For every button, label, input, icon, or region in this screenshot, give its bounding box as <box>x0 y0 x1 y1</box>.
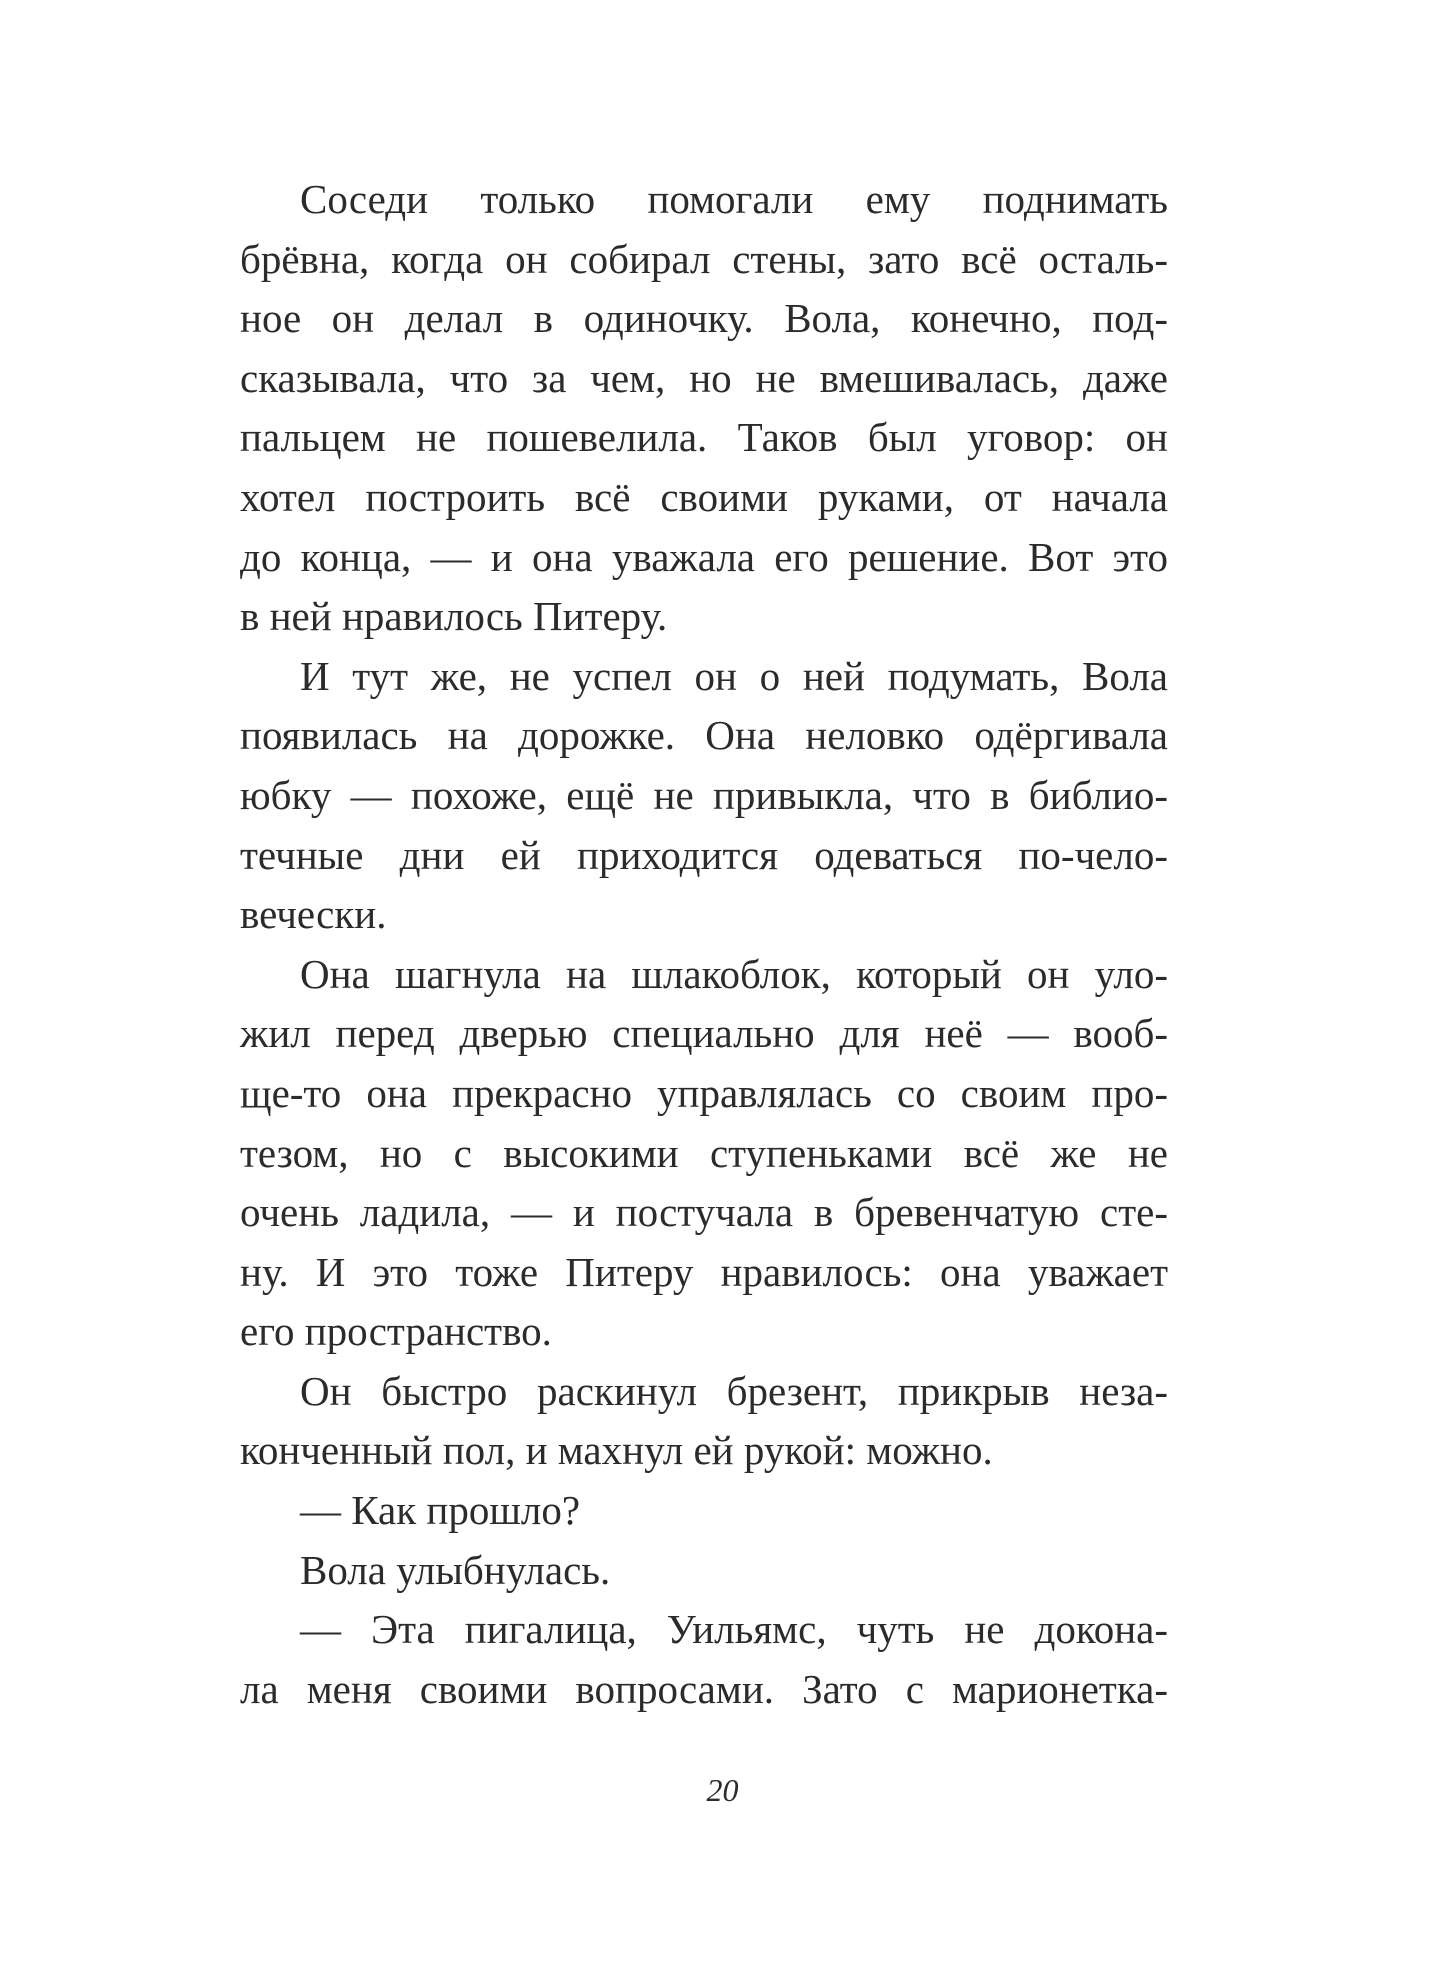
paragraph <box>240 1362 1168 1481</box>
text-line: — Эта пигалица, Уильямс, чуть не докона- <box>300 1606 1168 1653</box>
text-line: в ней нравилось Питеру. <box>240 593 668 640</box>
text-line: юбку — похоже, ещё не привыкла, что в библио- <box>240 771 1168 818</box>
text-line: очень ладила, — и постучала в бревенчатую сте- <box>240 1189 1168 1236</box>
text-line: течные дни ей приходится одеваться по-чело- <box>240 831 1168 878</box>
paragraph <box>240 647 1168 945</box>
text-line: брёвна, когда он собирал стены, зато всё осталь- <box>240 235 1168 282</box>
text-line: ще-то она прекрасно управлялась со своим про- <box>240 1069 1168 1116</box>
text-line: ну. И это тоже Питеру нравилось: она уважает <box>240 1248 1168 1295</box>
text-line: его пространство. <box>240 1308 552 1355</box>
text-line: хотел построить всё своими руками, от начала <box>240 473 1168 520</box>
text-line: Соседи только помогали ему поднимать <box>300 176 1168 222</box>
text-line: конченный пол, и махнул ей рукой: можно. <box>240 1427 993 1474</box>
text-line: Она шагнула на шлакоблок, который он уло- <box>300 950 1168 997</box>
text-line: ное он делал в одиночку. Вола, конечно, под- <box>240 295 1168 342</box>
text-line: И тут же, не успел он о ней подумать, Вола <box>300 652 1168 699</box>
text-line: жил перед дверью специально для неё — вооб- <box>240 1010 1168 1057</box>
paragraph <box>240 170 1168 647</box>
text-line: вечески. <box>240 891 387 938</box>
page-body <box>240 170 1168 1719</box>
text-line: Вола улыбнулась. <box>300 1546 611 1593</box>
text-line: тезом, но с высокими ступеньками всё же не <box>240 1129 1168 1176</box>
page-number: 20 <box>706 1772 739 1808</box>
dialogue-paragraph <box>240 1481 1168 1541</box>
text-line: до конца, — и она уважала его решение. Вот это <box>240 533 1168 580</box>
text-line: Он быстро раскинул брезент, прикрыв неза- <box>300 1367 1168 1414</box>
text-line: пальцем не пошевелила. Таков был уговор: он <box>240 414 1168 461</box>
text-line: — Как прошло? <box>300 1487 581 1534</box>
paragraph <box>240 945 1168 1362</box>
text-line: сказывала, что за чем, но не вмешивалась, даже <box>240 354 1168 401</box>
text-line: ла меня своими вопросами. Зато с марионетка- <box>240 1665 1168 1712</box>
dialogue-paragraph <box>240 1600 1168 1719</box>
paragraph <box>240 1541 1168 1601</box>
text-line: появилась на дорожке. Она неловко одёргивала <box>240 712 1168 759</box>
